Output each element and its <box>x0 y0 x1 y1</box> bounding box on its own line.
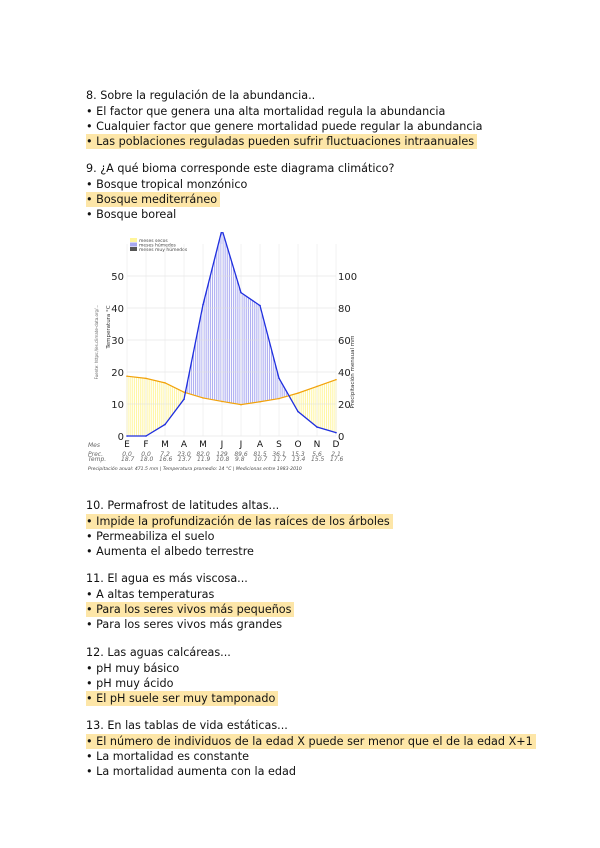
precip-value: 23.0 <box>177 451 191 456</box>
precip-value: 36.1 <box>272 451 286 456</box>
answer-option: • A altas temperaturas <box>86 588 215 601</box>
month-label: S <box>276 440 282 450</box>
temp-value: 13.4 <box>292 456 306 463</box>
month-label: A <box>180 440 188 450</box>
chart-legend <box>130 238 188 253</box>
question-title: 11. El agua es más viscosa... <box>86 572 248 585</box>
question-title: 8. Sobre la regulación de la abundancia.. <box>86 89 316 102</box>
row-label-precip: Prec. <box>88 451 103 456</box>
row-label-temp: Temp. <box>88 456 107 463</box>
month-label: J <box>239 440 243 450</box>
temperature-point <box>297 392 299 394</box>
temperature-point <box>145 378 147 380</box>
answer-option-correct: • Las poblaciones reguladas pueden sufrir fluctuaciones intraanuales <box>86 134 477 149</box>
left-tick-label: 30 <box>111 336 124 347</box>
right-tick-label: 0 <box>338 432 345 443</box>
temp-value: 11.7 <box>273 456 287 463</box>
answer-option: • pH muy básico <box>86 662 180 675</box>
temperature-point <box>202 397 204 399</box>
question-title: 10. Permafrost de latitudes altas... <box>86 499 280 512</box>
temperature-point <box>164 382 166 384</box>
precipitation-point <box>335 432 337 434</box>
answer-option: • pH muy ácido <box>86 677 174 690</box>
chart-footer: Precipitación anual: 471.5 mm | Temperatura promedio: 14 °C | Medicionas entre 1983-2010 <box>88 467 302 472</box>
precipitation-point <box>259 305 261 307</box>
right-tick-label: 100 <box>338 272 358 283</box>
legend-label: meses secos <box>139 239 168 244</box>
answer-option: • Cualquier factor que genere mortalidad puede regular la abundancia <box>86 120 483 133</box>
right-tick-label: 40 <box>338 368 351 379</box>
answer-option-correct: • Para los seres vivos más pequeños <box>86 602 294 617</box>
precipitation-point <box>164 424 166 426</box>
question-title: 13. En las tablas de vida estáticas... <box>86 719 288 732</box>
month-label: E <box>124 440 130 450</box>
month-label: O <box>294 440 302 450</box>
left-tick-label: 20 <box>111 368 124 379</box>
answer-option: • El factor que genera una alta mortalidad regula la abundancia <box>86 105 446 118</box>
answer-option-correct: • Bosque mediterráneo <box>86 192 220 207</box>
precip-value: 7.2 <box>160 451 170 456</box>
right-axis-title: Precipitación mensual mm <box>350 335 356 409</box>
temp-value: 11.9 <box>197 456 211 463</box>
row-label-month: Mes <box>88 442 100 449</box>
month-label: M <box>161 440 169 450</box>
answer-option: • Bosque tropical monzónico <box>86 178 248 191</box>
temperature-point <box>278 398 280 400</box>
question-12 <box>86 645 278 706</box>
precip-value: 89.6 <box>234 451 248 456</box>
month-label: M <box>199 440 207 450</box>
precipitation-point <box>240 292 242 294</box>
legend-swatch <box>130 238 137 242</box>
legend-swatch <box>130 247 137 251</box>
question-9 <box>86 161 394 222</box>
answer-option: • Para los seres vivos más grandes <box>86 618 283 631</box>
question-13 <box>86 718 536 779</box>
precip-value: 129 <box>216 451 228 456</box>
precip-value: 15.3 <box>291 451 305 456</box>
answer-option-correct: • El número de individuos de la edad X puede ser menor que el de la edad X+1 <box>86 734 536 749</box>
precip-value: 82.0 <box>196 451 210 456</box>
temp-value: 10.7 <box>254 456 268 463</box>
temperature-point <box>335 379 337 381</box>
precipitation-point <box>126 435 128 437</box>
month-label: J <box>220 440 224 450</box>
temp-value: 18.7 <box>121 456 135 463</box>
month-label: N <box>313 440 321 450</box>
legend-label: meses muy húmedos <box>139 248 188 253</box>
question-title: 12. Las aguas calcáreas... <box>86 646 231 659</box>
temperature-point <box>221 401 223 403</box>
source-note: Fuente: https://es.climate-data.org/… <box>94 304 99 380</box>
temp-value: 9.8 <box>235 456 245 463</box>
temp-value: 16.6 <box>159 456 173 463</box>
left-tick-label: 10 <box>111 400 124 411</box>
legend-label: meses húmedos <box>139 243 176 249</box>
temp-value: 13.7 <box>178 456 192 463</box>
precip-value: 5.6 <box>312 451 322 456</box>
right-tick-label: 80 <box>338 304 351 315</box>
left-axis-title: Temperatura °C <box>106 305 112 349</box>
month-label: A <box>256 440 264 450</box>
temperature-point <box>316 386 318 388</box>
climate-diagram <box>86 232 358 456</box>
temperature-point <box>240 404 242 406</box>
precip-value: 81.5 <box>253 451 267 456</box>
answer-option-correct: • Impide la profundización de las raíces de los árboles <box>86 514 393 529</box>
left-tick-label: 40 <box>111 304 124 315</box>
legend-swatch <box>130 243 137 247</box>
question-11 <box>86 571 294 632</box>
left-tick-label: 0 <box>117 432 124 443</box>
left-tick-label: 50 <box>111 272 124 283</box>
answer-option: • Permeabiliza el suelo <box>86 530 215 543</box>
month-label: F <box>143 440 149 450</box>
question-10 <box>86 498 393 559</box>
temp-value: 17.6 <box>330 456 344 463</box>
temperature-point <box>126 375 128 377</box>
answer-option: • Bosque boreal <box>86 208 177 221</box>
precipitation-point <box>278 377 280 379</box>
answer-option-correct: • El pH suele ser muy tamponado <box>86 691 278 706</box>
precip-value: 0.0 <box>141 451 151 456</box>
temp-value: 18.0 <box>140 456 154 463</box>
temperature-point <box>259 401 261 403</box>
precipitation-point <box>202 304 204 306</box>
question-8 <box>86 88 482 149</box>
answer-option: • La mortalidad es constante <box>86 750 249 763</box>
precipitation-point <box>316 426 318 428</box>
precipitation-point <box>297 411 299 413</box>
temperature-point <box>183 391 185 393</box>
precipitation-point <box>183 398 185 400</box>
precip-value: 0.0 <box>122 451 132 456</box>
right-tick-label: 20 <box>338 400 351 411</box>
temp-value: 10.8 <box>216 456 230 463</box>
month-label: D <box>332 440 340 450</box>
answer-option: • La mortalidad aumenta con la edad <box>86 765 296 778</box>
temp-value: 15.5 <box>311 456 325 463</box>
question-title: 9. ¿A qué bioma corresponde este diagrama climático? <box>86 162 395 175</box>
answer-option: • Aumenta el albedo terrestre <box>86 545 254 558</box>
precip-value: 2.1 <box>331 451 341 456</box>
right-tick-label: 60 <box>338 336 351 347</box>
precipitation-point <box>145 435 147 437</box>
